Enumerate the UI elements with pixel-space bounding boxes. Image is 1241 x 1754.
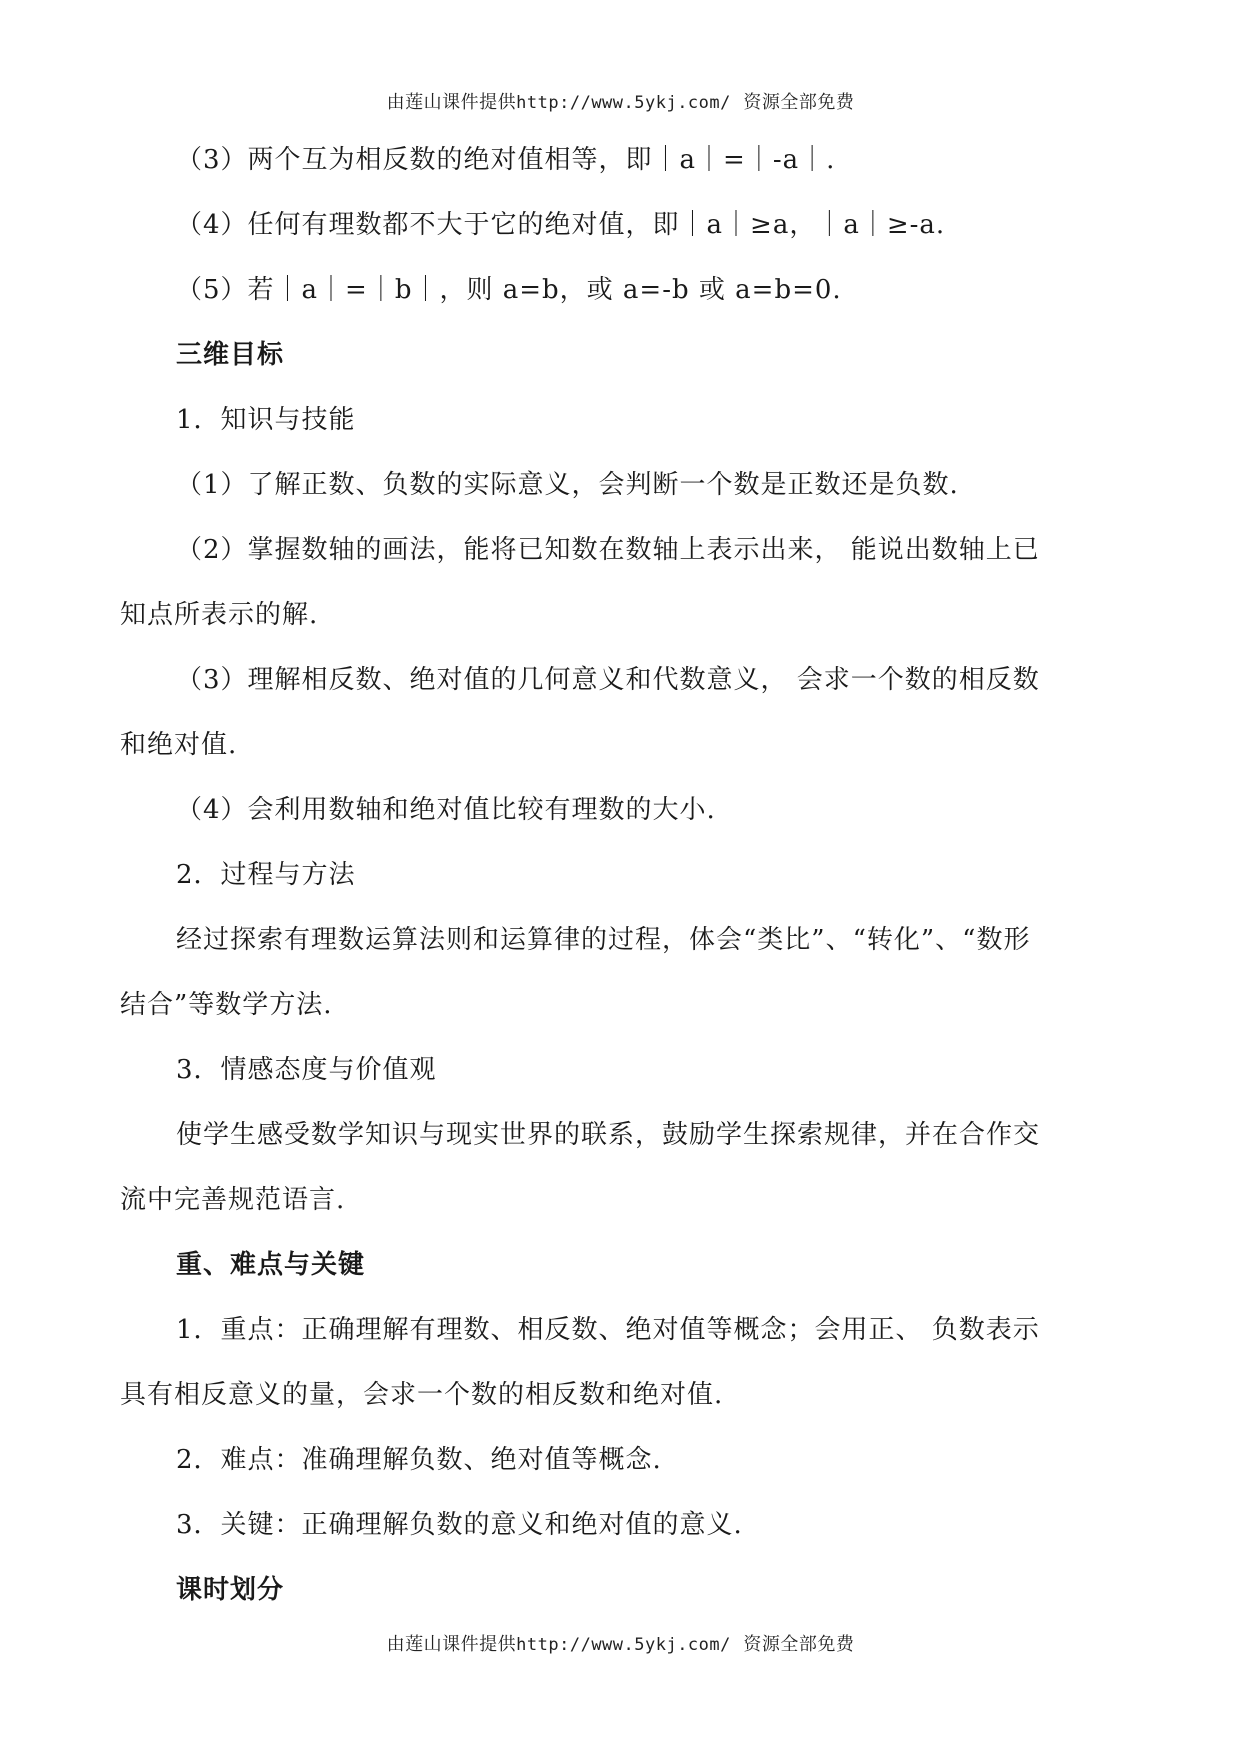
text-line-difficulty: 2．难点：准确理解负数、绝对值等概念. bbox=[176, 1445, 662, 1475]
section-heading-key-points: 重、难点与关键 bbox=[176, 1250, 366, 1280]
subheading-knowledge-skills: 1．知识与技能 bbox=[176, 405, 356, 435]
header-url[interactable]: http://www.5ykj.com/ bbox=[516, 93, 731, 113]
header-prefix: 由莲山课件提供 bbox=[386, 92, 517, 113]
subheading-process-method: 2．过程与方法 bbox=[176, 860, 356, 890]
text-line-attitude-a: 使学生感受数学知识与现实世界的联系，鼓励学生探索规律，并在合作交 bbox=[176, 1120, 1041, 1150]
text-line-attitude-b: 流中完善规范语言. bbox=[120, 1185, 346, 1215]
text-line-focus-a: 1．重点：正确理解有理数、相反数、绝对值等概念；会用正、 负数表示 bbox=[176, 1315, 1040, 1345]
footer-suffix: 资源全部免费 bbox=[743, 1634, 855, 1655]
text-line-objective-3a: （3）理解相反数、绝对值的几何意义和代数意义， 会求一个数的相反数 bbox=[176, 665, 1040, 695]
text-line-objective-3b: 和绝对值. bbox=[120, 730, 238, 760]
footer-prefix: 由莲山课件提供 bbox=[386, 1634, 517, 1655]
text-line-focus-b: 具有相反意义的量，会求一个数的相反数和绝对值. bbox=[120, 1380, 724, 1410]
text-line-property-4: （4）任何有理数都不大于它的绝对值，即｜a｜≥a，｜a｜≥-a. bbox=[176, 210, 946, 240]
text-line-objective-2b: 知点所表示的解. bbox=[120, 600, 319, 630]
text-line-process-b: 结合”等数学方法. bbox=[120, 990, 333, 1020]
section-heading-objectives: 三维目标 bbox=[176, 340, 285, 370]
header-suffix: 资源全部免费 bbox=[743, 92, 855, 113]
page-header bbox=[0, 88, 1241, 114]
text-line-objective-1: （1）了解正数、负数的实际意义，会判断一个数是正数还是负数. bbox=[176, 470, 959, 500]
text-line-property-3: （3）两个互为相反数的绝对值相等，即｜a｜=｜-a｜. bbox=[176, 145, 836, 175]
text-line-objective-4: （4）会利用数轴和绝对值比较有理数的大小. bbox=[176, 795, 716, 825]
text-line-property-5: （5）若｜a｜=｜b｜，则 a=b，或 a=-b 或 a=b=0. bbox=[176, 275, 842, 305]
text-line-process-a: 经过探索有理数运算法则和运算律的过程，体会“类比”、“转化”、“数形 bbox=[176, 925, 1031, 955]
section-heading-schedule: 课时划分 bbox=[176, 1575, 285, 1605]
text-line-key: 3．关键：正确理解负数的意义和绝对值的意义. bbox=[176, 1510, 743, 1540]
document-body bbox=[120, 128, 1120, 1623]
text-line-objective-2a: （2）掌握数轴的画法，能将已知数在数轴上表示出来， 能说出数轴上已 bbox=[176, 535, 1040, 565]
footer-url[interactable]: http://www.5ykj.com/ bbox=[516, 1635, 731, 1655]
page-footer bbox=[0, 1630, 1241, 1656]
subheading-attitude-values: 3．情感态度与价值观 bbox=[176, 1055, 437, 1085]
